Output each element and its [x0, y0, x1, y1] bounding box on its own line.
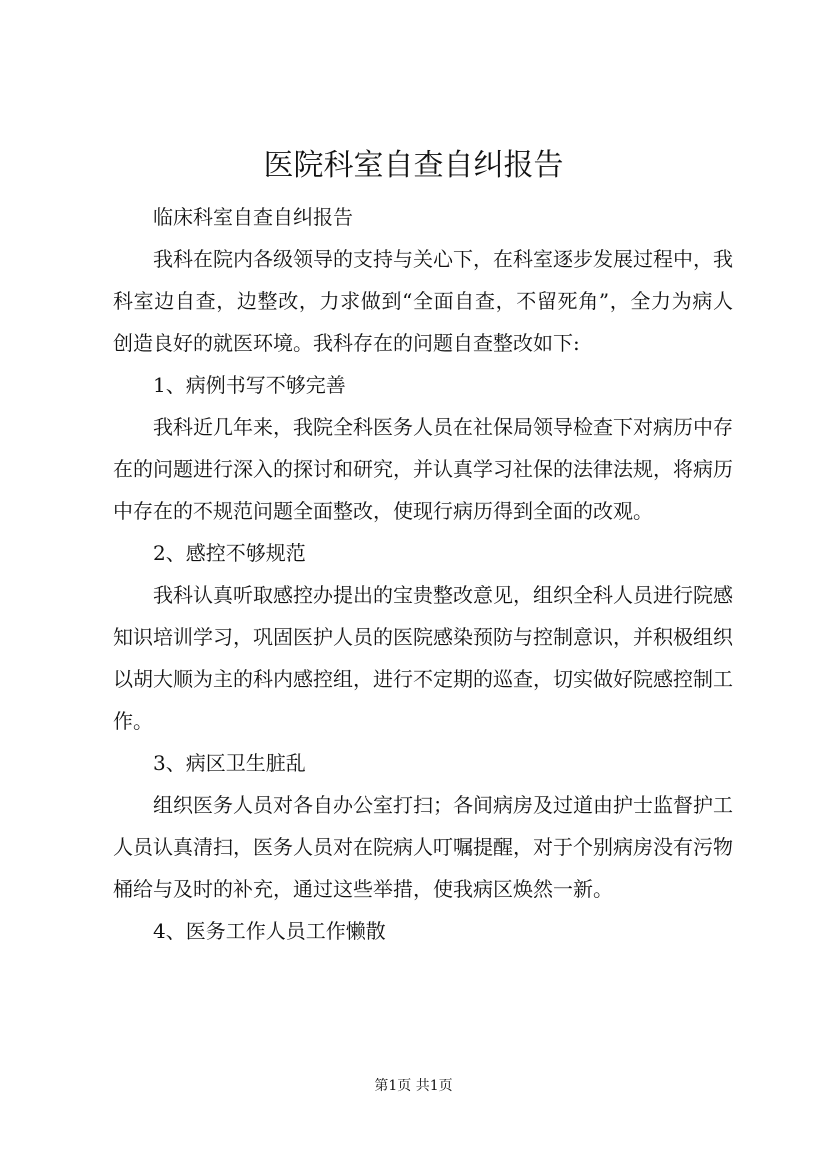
- paragraph-subtitle: 临床科室自查自纠报告: [153, 205, 353, 229]
- document-title: 医院科室自查自纠报告: [263, 148, 564, 183]
- paragraph-section-3: 组织医务人员对各自办公室打扫；各间病房及过道由护士监督护工人员认真清扫，医务人员对在院病人叮嘱提醒，对于个别病房没有污物桶给与及时的补充，通过这些举措，使我病区焕然一新。: [113, 793, 733, 901]
- paragraph-section-1: 我科近几年来，我院全科医务人员在社保局领导检查下对病历中存在的问题进行深入的探讨和研究，并认真学习社保的法律法规，将病历中存在的不规范问题全面整改，使现行病历得到全面的改观。: [113, 415, 733, 523]
- section-heading-4: 4、医务工作人员工作懒散: [153, 919, 386, 943]
- document-body: [113, 196, 733, 952]
- paragraph-intro: 我科在院内各级领导的支持与关心下，在科室逐步发展过程中，我科室边自查，边整改，力求做到“全面自查，不留死角”，全力为病人创造良好的就医环境。我科存在的问题自查整改如下:: [113, 247, 733, 355]
- paragraph-section-2: 我科认真听取感控办提出的宝贵整改意见，组织全科人员进行院感知识培训学习，巩固医护人员的医院感染预防与控制意识，并积极组织以胡大顺为主的科内感控组，进行不定期的巡查，切实做好院感控制工作。: [113, 583, 733, 733]
- section-heading-2: 2、感控不够规范: [153, 541, 306, 565]
- page-footer: 第1页 共1页: [374, 1078, 453, 1094]
- section-heading-3: 3、病区卫生脏乱: [153, 751, 306, 775]
- section-heading-1: 1、病例书写不够完善: [153, 373, 346, 397]
